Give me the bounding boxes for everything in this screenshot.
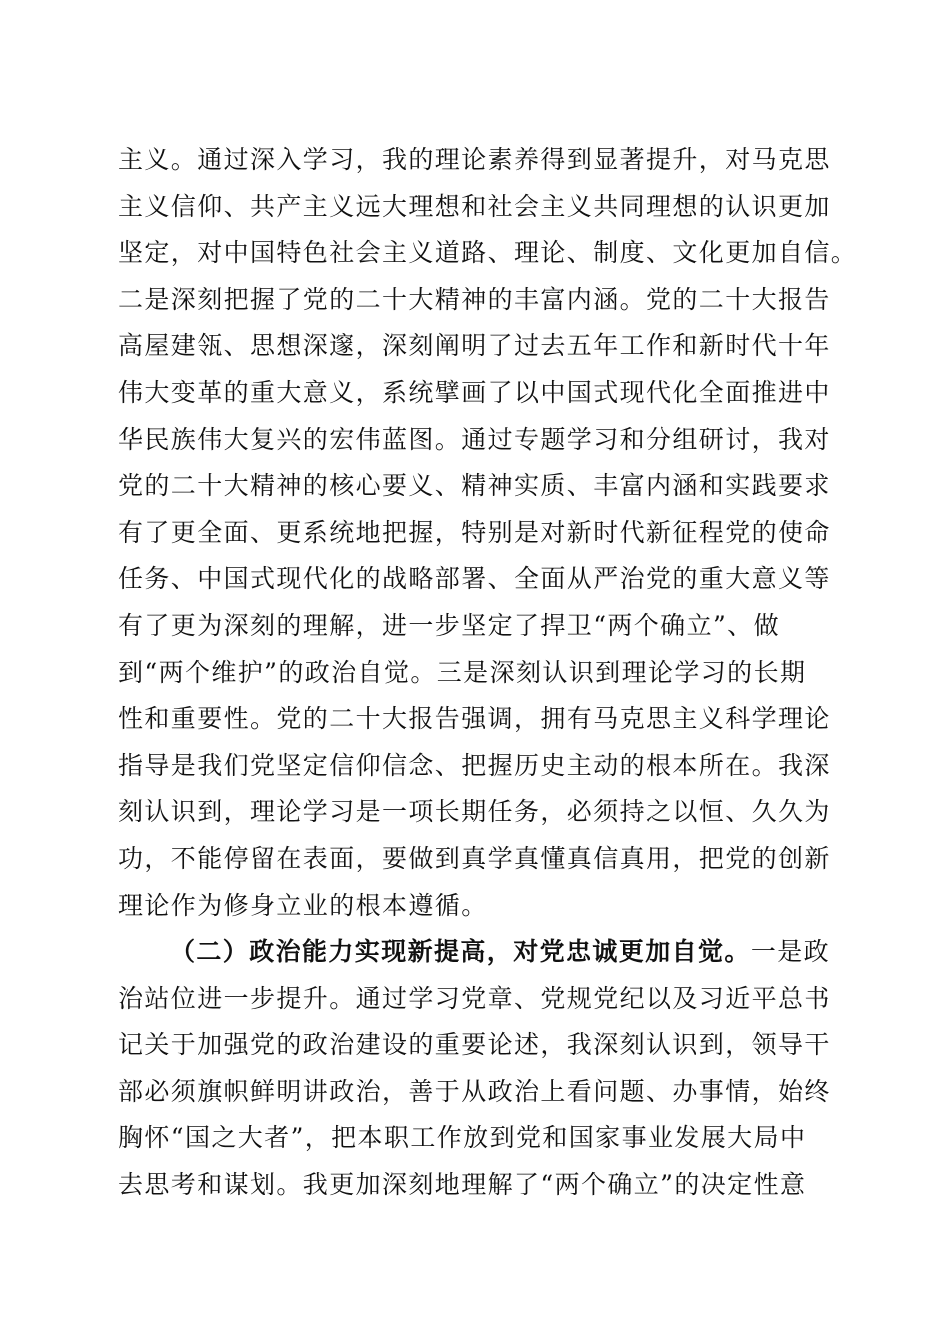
text-line: 有了更为深刻的理解，进一步坚定了捍卫“两个确立”、做 xyxy=(118,610,780,640)
body-text xyxy=(118,137,858,1209)
text-line: 党的二十大精神的核心要义、精神实质、丰富内涵和实践要求 xyxy=(118,471,831,501)
text-line: 坚定，对中国特色社会主义道路、理论、制度、文化更加自信。 xyxy=(118,238,858,268)
text-line: 主义。通过深入学习，我的理论素养得到显著提升，对马克思 xyxy=(118,145,831,174)
text-line: 治站位进一步提升。通过学习党章、党规党纪以及习近平总书 xyxy=(118,983,831,1013)
text-line: 指导是我们党坚定信仰信念、把握历史主动的根本所在。我深 xyxy=(118,750,831,780)
section-heading: （二）政治能力实现新提高，对党忠诚更加自觉。 xyxy=(170,937,751,967)
text-line: 功，不能停留在表面，要做到真学真懂真信真用，把党的创新 xyxy=(118,843,831,873)
text-line: 有了更全面、更系统地把握，特别是对新时代新征程党的使命 xyxy=(118,517,831,547)
text-line: 记关于加强党的政治建设的重要论述，我深刻认识到，领导干 xyxy=(118,1030,831,1060)
text-line: 性和重要性。党的二十大报告强调，拥有马克思主义科学理论 xyxy=(118,704,831,734)
text-line: 高屋建瓴、思想深邃，深刻阐明了过去五年工作和新时代十年 xyxy=(118,331,831,361)
text-line: 二是深刻把握了党的二十大精神的丰富内涵。党的二十大报告 xyxy=(118,284,831,314)
section-heading-line xyxy=(118,929,838,976)
heading-line-rest: 一是政 xyxy=(750,937,831,967)
text-line: 去思考和谋划。我更加深刻地理解了“两个确立”的决定性意 xyxy=(118,1170,807,1200)
text-line: 刻认识到，理论学习是一项长期任务，必须持之以恒、久久为 xyxy=(118,797,831,827)
text-line: 胸怀“国之大者”，把本职工作放到党和国家事业发展大局中 xyxy=(118,1123,807,1153)
text-line: 到“两个维护”的政治自觉。三是深刻认识到理论学习的长期 xyxy=(118,657,807,687)
text-line: 理论作为修身立业的根本遵循。 xyxy=(118,890,488,920)
text-line: 部必须旗帜鲜明讲政治，善于从政治上看问题、办事情，始终 xyxy=(118,1076,831,1106)
text-line: 主义信仰、共产主义远大理想和社会主义共同理想的认识更加 xyxy=(118,191,831,221)
text-line: 华民族伟大复兴的宏伟蓝图。通过专题学习和分组研讨，我对 xyxy=(118,424,831,454)
text-line: 任务、中国式现代化的战略部署、全面从严治党的重大意义等 xyxy=(118,564,831,594)
text-line: 伟大变革的重大意义，系统擘画了以中国式现代化全面推进中 xyxy=(118,377,831,407)
